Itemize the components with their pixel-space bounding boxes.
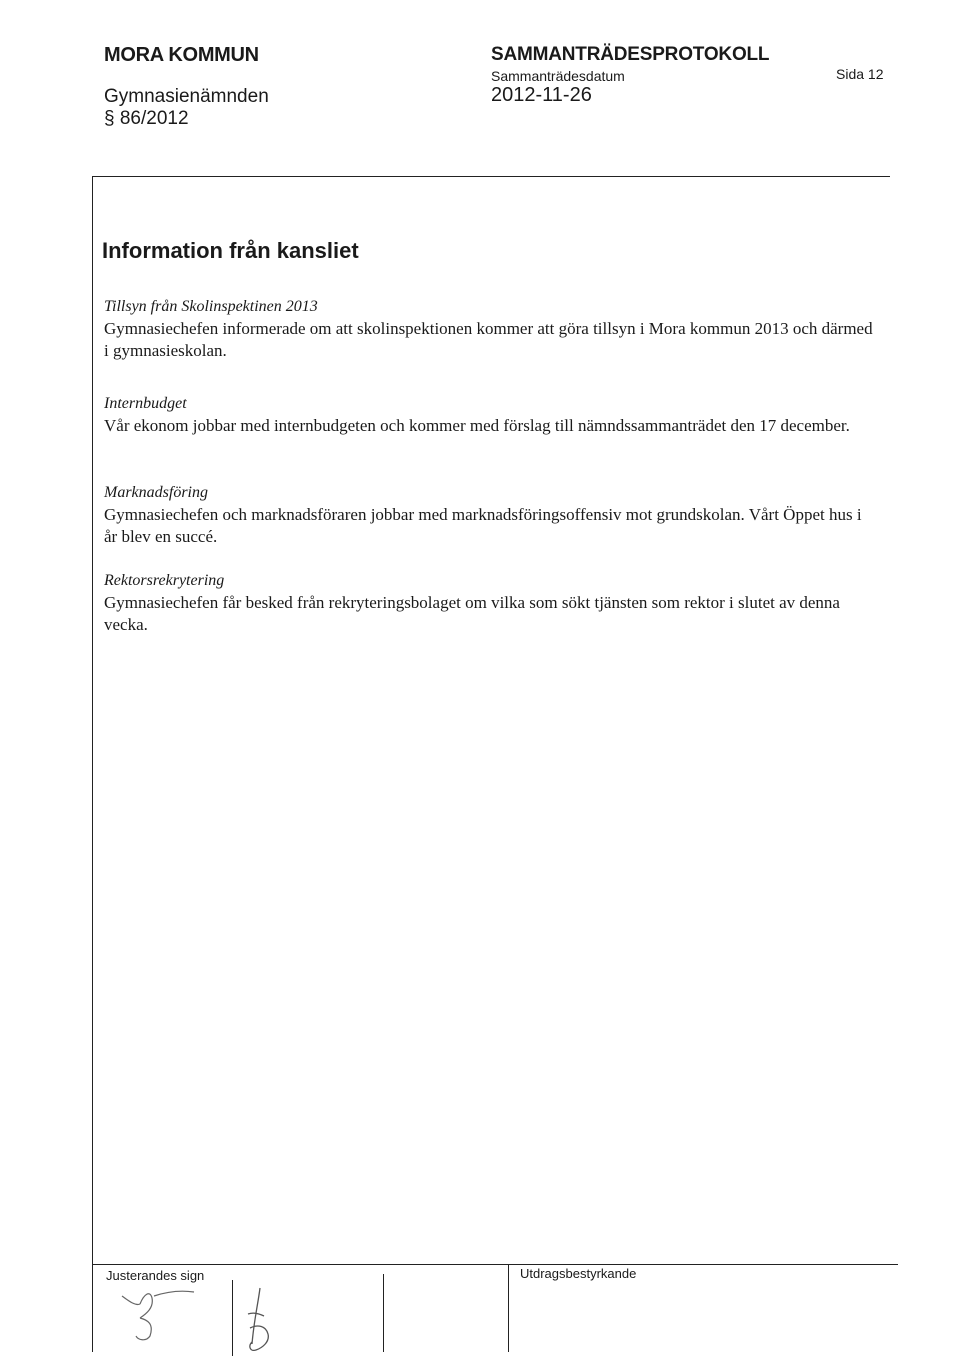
signature-divider xyxy=(508,1264,509,1352)
info-item-title: Marknadsföring xyxy=(104,484,208,501)
frame-top-rule xyxy=(92,176,890,177)
info-item-body: Vår ekonom jobbar med internbudgeten och kommer med förslag till nämndssammanträdet den 17 december. xyxy=(104,416,850,435)
page-number: Sida 12 xyxy=(836,66,884,82)
justerandes-sign-label: Justerandes sign xyxy=(106,1268,205,1283)
info-item-tillsyn xyxy=(104,296,874,362)
info-item-title: Tillsyn från Skolinspektinen 2013 xyxy=(104,298,318,315)
info-item-body: Gymnasiechefen och marknadsföraren jobbar med marknadsföringsoffensiv mot grundskolan. Vårt Öppet hus i år blev en succé. xyxy=(104,505,862,546)
utdragsbestyrkande-label: Utdragsbestyrkande xyxy=(520,1266,637,1281)
info-item-title: Internbudget xyxy=(104,395,187,412)
meeting-date: 2012-11-26 xyxy=(491,84,592,106)
signature-scribble-2 xyxy=(238,1284,278,1356)
info-item-internbudget xyxy=(104,393,874,437)
info-item-body: Gymnasiechefen informerade om att skolinspektionen kommer att göra tillsyn i Mora kommun 2013 och därmed i gymnasieskolan. xyxy=(104,319,873,360)
meeting-date-label: Sammanträdesdatum xyxy=(491,68,625,84)
protocol-title: SAMMANTRÄDESPROTOKOLL xyxy=(491,44,770,65)
info-item-rektorsrekrytering xyxy=(104,570,874,636)
paragraph-number: § 86/2012 xyxy=(104,108,189,129)
frame-left-rule xyxy=(92,176,93,1352)
committee-name: Gymnasienämnden xyxy=(104,86,269,107)
info-item-body: Gymnasiechefen får besked från rekryteringsbolaget om vilka som sökt tjänsten som rektor i slutet av denna vecka. xyxy=(104,593,840,634)
signature-divider xyxy=(383,1274,384,1352)
info-item-title: Rektorsrekrytering xyxy=(104,572,225,589)
signature-divider xyxy=(232,1280,233,1356)
signature-scribble-1 xyxy=(110,1284,200,1346)
organization-name: MORA KOMMUN xyxy=(104,44,259,66)
section-heading: Information från kansliet xyxy=(102,238,359,263)
info-item-marknadsforing xyxy=(104,482,874,548)
signature-block-rule xyxy=(92,1264,898,1265)
